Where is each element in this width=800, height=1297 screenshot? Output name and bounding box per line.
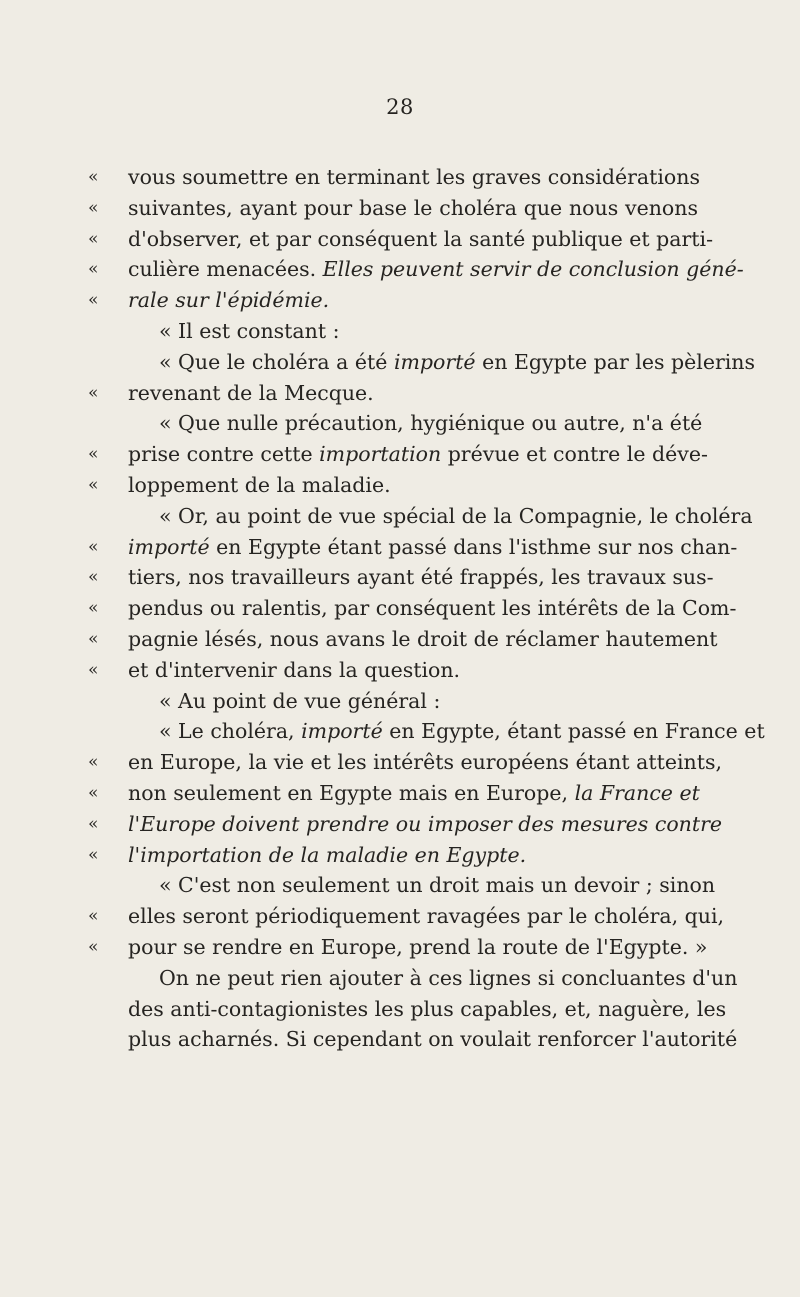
text-line <box>128 716 765 747</box>
text-segment: en Europe, la vie et les intérêts européens étant atteints, <box>128 750 722 775</box>
quote-mark: « <box>88 813 99 834</box>
text-segment: prévue et contre le déve- <box>441 442 708 467</box>
quote-mark: « <box>88 228 99 249</box>
text-segment: en Egypte étant passé dans l'isthme sur nos chan- <box>209 534 738 559</box>
italic-text: la France et <box>574 780 700 805</box>
text-segment: « Au point de vue général : <box>159 688 441 713</box>
italic-text: importation <box>319 442 442 467</box>
text-line <box>88 655 698 686</box>
text-segment: prise contre cette <box>128 442 320 467</box>
quote-mark: « <box>88 906 99 927</box>
text-line <box>88 901 725 932</box>
italic-text: l'Europe doivent prendre ou imposer des mesures contre <box>128 811 723 836</box>
italic-text: rale sur l'épidémie. <box>128 288 330 313</box>
quote-mark: « <box>88 567 99 588</box>
text-segment: pagnie lésés, nous avans le droit de réclamer hautement <box>128 626 718 651</box>
text-line <box>128 994 727 1025</box>
quote-mark: « <box>88 197 99 218</box>
text-line <box>88 254 744 285</box>
quote-mark: « <box>88 536 99 557</box>
quote-mark: « <box>88 290 99 311</box>
text-line <box>88 809 723 840</box>
text-segment: revenant de la Mecque. <box>128 380 374 405</box>
text-line <box>88 285 698 316</box>
quote-mark: « <box>88 167 99 187</box>
text-segment: suivantes, ayant pour base le choléra que nous venons <box>128 195 698 220</box>
text-line <box>88 439 708 470</box>
text-line <box>88 224 714 255</box>
quote-mark: « <box>88 628 99 649</box>
text-line <box>128 686 698 717</box>
text-line <box>88 470 698 501</box>
text-segment: « Le choléra, <box>159 719 302 744</box>
text-segment: d'observer, et par conséquent la santé publique et parti- <box>128 226 714 251</box>
text-segment: en Egypte par les pèlerins <box>475 349 756 374</box>
text-line <box>88 193 698 224</box>
text-line <box>128 1024 738 1055</box>
quote-mark: « <box>88 444 99 465</box>
text-segment: loppement de la maladie. <box>128 472 391 497</box>
italic-text: Elles peuvent servir de conclusion géné- <box>322 257 744 282</box>
text-segment: « Que le choléra a été <box>159 349 394 374</box>
quote-mark: « <box>88 474 99 495</box>
text-segment: non seulement en Egypte mais en Europe, <box>128 780 575 805</box>
text-line <box>88 747 722 778</box>
text-line <box>88 778 700 809</box>
text-segment: pendus ou ralentis, par conséquent les intérêts de la Com- <box>128 596 737 621</box>
quote-mark: « <box>88 844 99 865</box>
text-segment: On ne peut rien ajouter à ces lignes si concluantes d'un <box>159 965 738 990</box>
quote-mark: « <box>88 936 99 957</box>
text-segment: et d'intervenir dans la question. <box>128 657 461 682</box>
text-line <box>128 316 698 347</box>
text-segment: elles seront périodiquement ravagées par le choléra, qui, <box>128 904 725 929</box>
text-segment: « C'est non seulement un droit mais un devoir ; sinon <box>159 873 716 898</box>
page-number: 28 <box>386 95 414 119</box>
text-line <box>88 593 737 624</box>
text-segment: en Egypte, étant passé en France et <box>382 719 765 744</box>
text-segment: pour se rendre en Europe, prend la route de l'Egypte. » <box>128 934 708 959</box>
text-line <box>88 932 708 963</box>
italic-text: importé <box>301 719 383 744</box>
quote-mark: « <box>88 782 99 803</box>
text-line <box>88 840 698 871</box>
text-segment: des anti-contagionistes les plus capables, et, naguère, les <box>128 996 727 1021</box>
text-line <box>88 532 738 563</box>
text-segment: vous soumettre en terminant les graves considérations <box>128 165 700 189</box>
quote-mark: « <box>88 259 99 280</box>
text-segment: « Or, au point de vue spécial de la Compagnie, le choléra <box>159 503 753 528</box>
text-line <box>128 408 703 439</box>
text-line <box>88 378 698 409</box>
text-line <box>128 963 738 994</box>
quote-mark: « <box>88 382 99 403</box>
italic-text: importé <box>128 534 210 559</box>
text-segment: plus acharnés. Si cependant on voulait renforcer l'autorité <box>128 1027 738 1052</box>
quote-mark: « <box>88 598 99 619</box>
text-segment: culière menacées. <box>128 257 323 282</box>
quote-mark: « <box>88 752 99 773</box>
text-line <box>128 870 716 901</box>
italic-text: importé <box>393 349 476 374</box>
text-line <box>128 347 756 378</box>
italic-text: l'importation de la maladie en Egypte. <box>128 842 527 867</box>
text-line <box>88 624 718 655</box>
text-line <box>88 562 714 593</box>
text-line <box>88 162 700 193</box>
body-text <box>88 162 765 1055</box>
text-line <box>128 501 753 532</box>
text-segment: tiers, nos travailleurs ayant été frappés, les travaux sus- <box>128 565 714 590</box>
text-segment: « Il est constant : <box>159 318 340 343</box>
quote-mark: « <box>88 659 99 680</box>
text-segment: « Que nulle précaution, hygiénique ou autre, n'a été <box>159 411 703 436</box>
